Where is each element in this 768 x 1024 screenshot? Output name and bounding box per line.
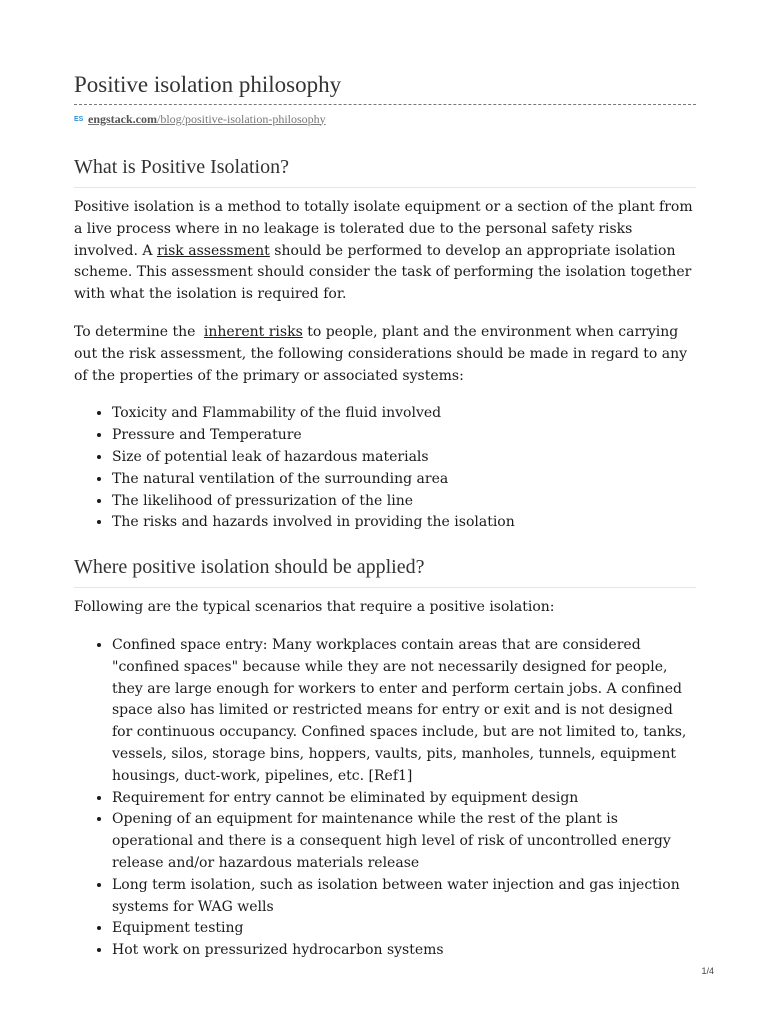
inherent-risks-link[interactable]: inherent risks — [203, 323, 303, 340]
list-item: • Pressure and Temperature — [112, 425, 696, 447]
page-title: Positive isolation philosophy — [74, 72, 342, 97]
source-domain: engstack.com — [88, 111, 157, 126]
list-item: • Hot work on pressurized hydrocarbon systems — [112, 940, 696, 962]
list-item: • The likelihood of pressurization of the line — [112, 491, 696, 513]
paragraph-inherent-risks: To determine the inherent risks to people, plant and the environment when carrying out the risk assessment, the following considerations should be made in regard to any of the properties of the primary or associated systems: — [74, 323, 688, 384]
considerations-list — [74, 403, 696, 534]
section-heading-what-is: What is Positive Isolation? — [74, 153, 696, 188]
scenarios-list — [74, 635, 696, 962]
paragraph-scenarios-intro: Following are the typical scenarios that require a positive isolation: — [74, 599, 555, 616]
list-item: • Equipment testing — [112, 918, 696, 940]
source-line — [74, 112, 696, 126]
list-item: • Toxicity and Flammability of the fluid involved — [112, 403, 696, 425]
list-item: • The risks and hazards involved in providing the isolation — [112, 512, 696, 534]
page-number: 1/4 — [701, 966, 714, 976]
risk-assessment-link[interactable]: risk assessment — [156, 242, 270, 259]
source-link[interactable] — [88, 112, 326, 127]
title-divider — [74, 104, 696, 105]
list-item: • The natural ventilation of the surrounding area — [112, 469, 696, 491]
list-item: • Long term isolation, such as isolation between water injection and gas injection systems for WAG wells — [112, 875, 696, 919]
list-item: • Confined space entry: Many workplaces contain areas that are considered "confined spaces" because while they are not necessarily designed for people, they are large enough for workers to enter and perform certain jobs. A confined space also has limited or restricted means for entry or exit and is not designed for continuous occupancy. Confined spaces include, but are not limited to, tanks, vessels, silos, storage bins, hoppers, vaults, pits, manholes, tunnels, equipment housings, duct-work, pipelines, etc. [Ref1] — [112, 635, 696, 788]
engstack-logo-icon: ES — [74, 115, 84, 123]
list-item: • Size of potential leak of hazardous materials — [112, 447, 696, 469]
section-heading-where-applied: Where positive isolation should be applied? — [74, 553, 696, 588]
list-item: • Requirement for entry cannot be eliminated by equipment design — [112, 788, 696, 810]
source-path: /blog/positive-isolation-philosophy — [157, 111, 326, 126]
paragraph-definition: Positive isolation is a method to totally isolate equipment or a section of the plant from a live process where in no leakage is tolerated due to the personal safety risks involved. A risk assessment should be performed to develop an appropriate isolation scheme. This assessment should consider the task of performing the isolation together with what the isolation is required for. — [74, 199, 693, 303]
document-page — [74, 68, 696, 962]
list-item: • Opening of an equipment for maintenance while the rest of the plant is operational and there is a consequent high level of risk of uncontrolled energy release and/or hazardous materials release — [112, 809, 696, 874]
